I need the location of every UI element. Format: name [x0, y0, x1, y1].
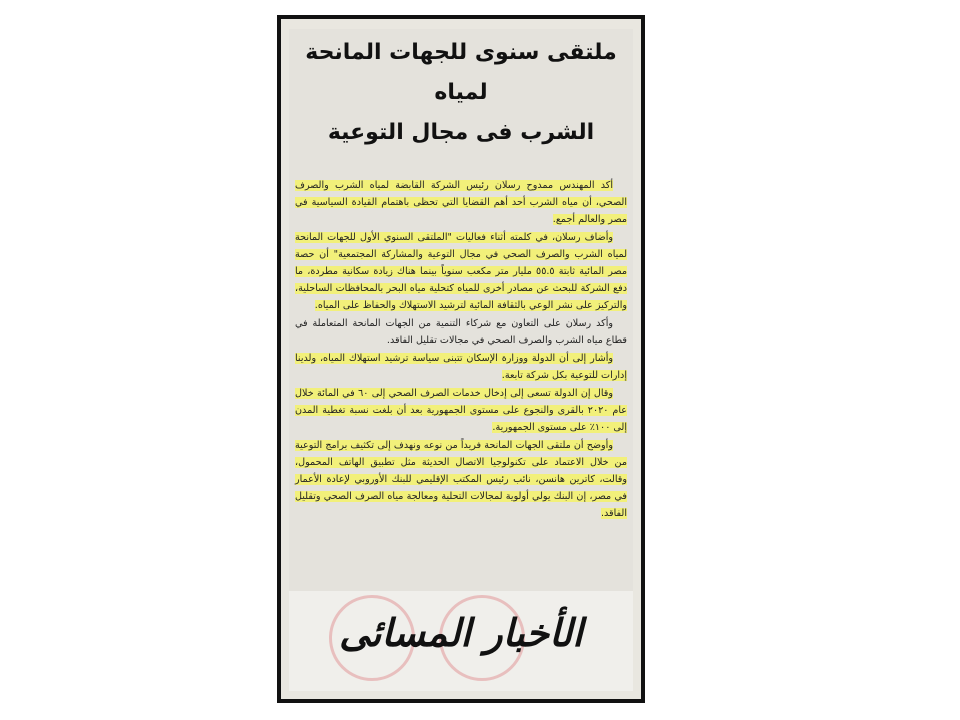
article-headline — [295, 33, 627, 153]
newspaper-masthead — [289, 591, 633, 691]
newspaper-clipping-frame — [277, 15, 645, 703]
paragraph-text: وأشار إلى أن الدولة ووزارة الإسكان تتبنى سياسة ترشيد استهلاك المياه، ولدينا إدارات للتوعية بكل شركة تابعة. — [295, 353, 627, 381]
paragraph-text: وأكد رسلان على التعاون مع شركاء التنمية من الجهات المانحة المتعاملة في قطاع مياه الشرب والصرف الصحي في مجالات تقليل الفاقد. — [295, 318, 627, 346]
paragraph-text: وقال إن الدولة تسعى إلى إدخال خدمات الصرف الصحي إلى ٦٠ في المائة خلال عام ٢٠٢٠ بالقرى والنجوع على مستوى الجمهورية بعد أن بلغت نسبة تغطية المدن إلى ١٠٠٪ على مستوى الجمهورية. — [295, 388, 627, 433]
article-paragraph — [295, 385, 627, 436]
newspaper-logo: الأخبار المسائى — [339, 611, 583, 655]
article-paragraph — [295, 315, 627, 349]
paragraph-text: وأضاف رسلان، في كلمته أثناء فعاليات "الملتقى السنوي الأول للجهات المانحة لمياه الشرب والصرف الصحي في مجال التوعية والمشاركة المجتمعية" أن حصة مصر المائية ثابتة ٥٥.٥ مليار متر مكعب سنوياً بينما هناك زيادة سكانية مطردة، ما دفع الشركة للبحث عن مصادر أخرى للمياه كتحلية مياه البحر بالمحافظات الساحلية، والتركيز على نشر الوعي بالثقافة المائية لترشيد الاستهلاك والحفاظ على المياه. — [295, 232, 627, 311]
article-paragraph — [295, 229, 627, 314]
paragraph-text: وأوضح أن ملتقى الجهات المانحة فريداً من نوعه ونهدف إلى تكثيف برامج التوعية من خلال الاعتماد على تكنولوجيا الاتصال الحديثة مثل تطبيق الهاتف المحمول، وقالت، كاترين هانسن، نائب رئيس المكتب الإقليمي للبنك الأوروبي لإعادة الأعمار في مصر، إن البنك يولي أولوية لمجالات التحلية ومعالجة مياه الصرف الصحي وتقليل الفاقد. — [295, 440, 627, 519]
newspaper-clipping — [289, 29, 633, 691]
paragraph-text: أكد المهندس ممدوح رسلان رئيس الشركة القابضة لمياه الشرب والصرف الصحي، أن مياه الشرب أحد أهم القضايا التي تحظى باهتمام القيادة السياسية في مصر والعالم أجمع. — [295, 180, 627, 225]
headline-line-2: الشرب فى مجال التوعية — [327, 120, 595, 145]
article-paragraph — [295, 177, 627, 228]
article-paragraph — [295, 437, 627, 522]
headline-line-1: ملتقى سنوى للجهات المانحة لمياه — [305, 40, 617, 105]
article-body — [295, 177, 627, 522]
article-paragraph — [295, 350, 627, 384]
